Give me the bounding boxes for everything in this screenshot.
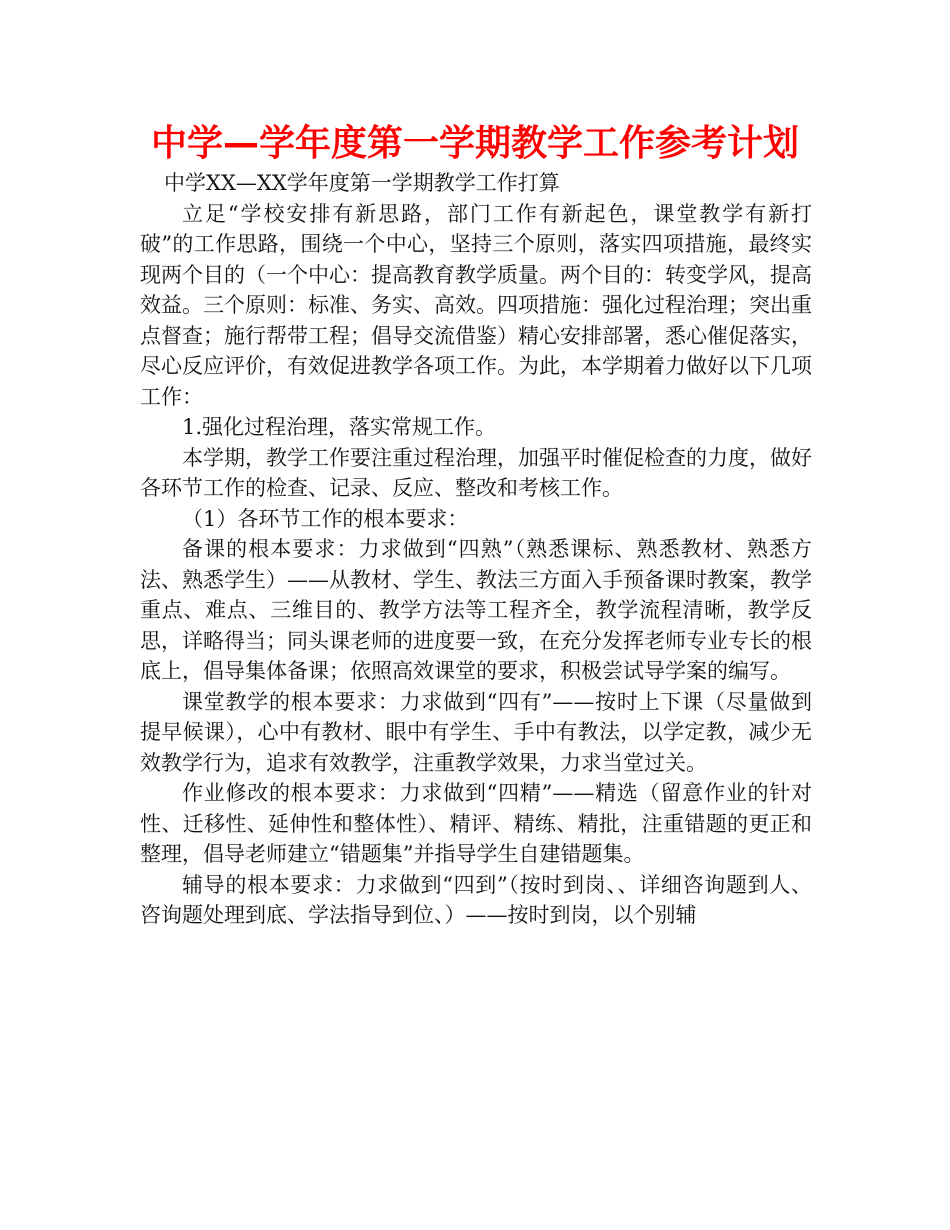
body-paragraph: 作业修改的根本要求：力求做到“四精”——精选（留意作业的针对性、迁移性、延伸性和整体性）、精评、精练、精批，注重错题的更正和整理，倡导老师建立“错题集”并指导学生自建错题集。 [140, 781, 812, 866]
document-title: 中学—学年度第一学期教学工作参考计划 [150, 123, 799, 164]
body-paragraph: 课堂教学的根本要求：力求做到“四有”——按时上下课（尽量做到提早候课），心中有教材、眼中有学生、手中有教法，以学定教，减少无效教学行为，追求有效教学，注重教学效果，力求当堂过关。 [140, 689, 812, 775]
body-paragraph: 备课的根本要求：力求做到“四熟”（熟悉课标、熟悉教材、熟悉方法、熟悉学生）——从教材、学生、教法三方面入手预备课时教案，教学重点、难点、三维目的、教学方法等工程齐全，教学流程清晰，教学反思，详略得当；同头课老师的进度要一致，在充分发挥老师专业专长的根底上，倡导集体备课；依照高效课堂的要求，积极尝试导学案的编写。 [140, 537, 812, 683]
body-paragraph: 辅导的根本要求：力求做到“四到”（按时到岗、、详细咨询题到人、咨询题处理到底、学法指导到位、）——按时到岗，以个别辅 [140, 872, 812, 927]
section-heading-paragraph: 1.强化过程治理，落实常规工作。 [182, 415, 497, 439]
subsection-heading-paragraph: （1）各环节工作的根本要求： [182, 506, 469, 531]
body-paragraph: 本学期，教学工作要注重过程治理，加强平时催促检查的力度，做好各环节工作的检查、记录、反应、整改和考核工作。 [140, 445, 812, 500]
body-paragraph: 立足“学校安排有新思路，部门工作有新起色，课堂教学有新打破”的工作思路，围绕一个中心，坚持三个原则，落实四项措施，最终实现两个目的（一个中心：提高教育教学质量。两个目的：转变学风，提高效益。三个原则：标准、务实、高效。四项措施：强化过程治理；突出重点督查；施行帮带工程；倡导交流借鉴）精心安排部署，悉心催促落实，尽心反应评价，有效促进教学各项工作。为此，本学期着力做好以下几项工作： [140, 201, 812, 409]
document-body [140, 168, 812, 931]
subtitle-paragraph: 中学XX—XX学年度第一学期教学工作打算 [164, 171, 560, 195]
